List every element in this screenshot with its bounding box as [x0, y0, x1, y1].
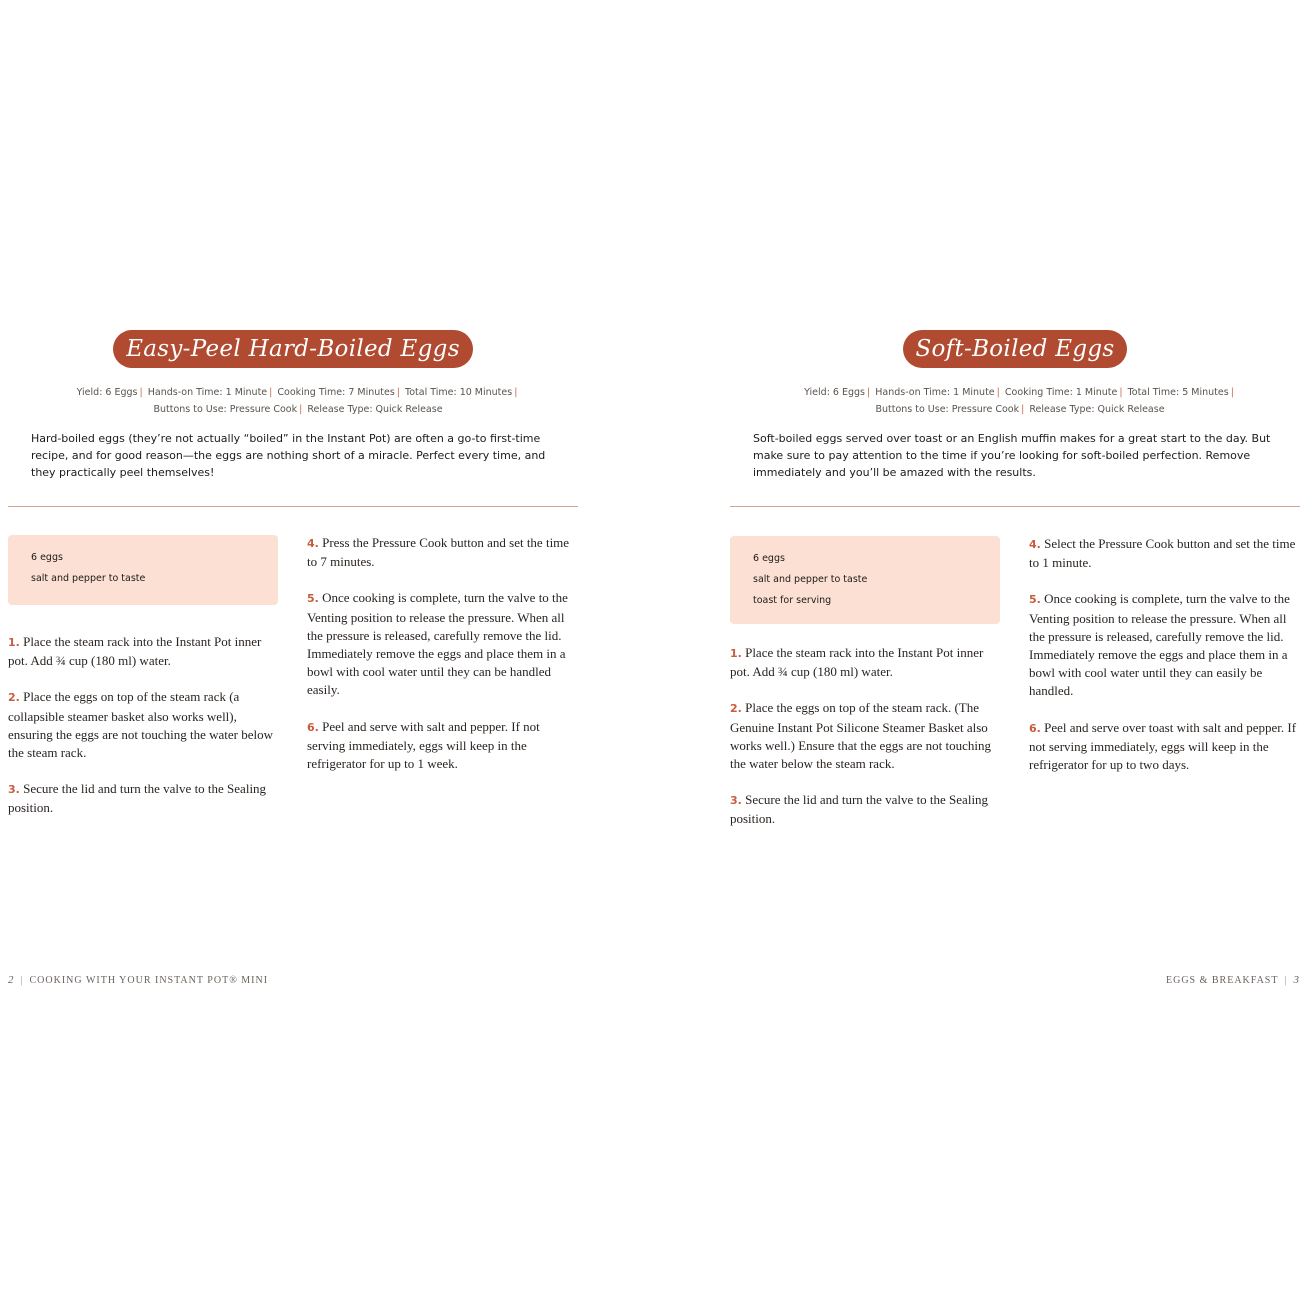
step-text: Peel and serve with salt and pepper. If not serving immediately, eggs will keep in the refrigerator for up to 1 week. [307, 718, 540, 772]
footer-separator: | [20, 975, 24, 986]
step-item [8, 633, 273, 670]
recipe-meta [730, 384, 1310, 418]
meta-release-type: Release Type: Quick Release [307, 404, 443, 415]
step-number: 4. [307, 537, 319, 550]
meta-separator: | [1230, 387, 1234, 398]
steps-column-1 [730, 644, 995, 847]
step-number: 1. [8, 636, 20, 649]
ingredient-item: salt and pepper to taste [753, 574, 868, 585]
step-text: Select the Pressure Cook button and set the time to 1 minute. [1029, 536, 1296, 571]
step-number: 2. [8, 691, 20, 705]
running-header: EGGS & BREAKFAST [1165, 975, 1279, 986]
meta-cooking-time: Cooking Time: 1 Minute [1004, 387, 1118, 398]
meta-buttons: Buttons to Use: Pressure Cook [153, 404, 298, 415]
ingredient-item: 6 eggs [753, 553, 785, 564]
recipe-meta [8, 384, 588, 418]
recipe-intro: Soft-boiled eggs served over toast or an English muffin makes for a great start to the day. But make sure to pay attention to the time if you’re looking for soft-boiled perfection. Remove immediately and you’ll be amazed with the results. [753, 432, 1271, 479]
step-number: 3. [8, 783, 20, 797]
step-item [1029, 535, 1301, 572]
meta-total-time: Total Time: 10 Minutes [405, 387, 513, 398]
step-number: 5. [1029, 593, 1041, 607]
meta-release-type: Release Type: Quick Release [1029, 404, 1165, 415]
meta-separator: | [1021, 404, 1025, 415]
meta-hands-on-time: Hands-on Time: 1 Minute [147, 387, 268, 398]
meta-separator: | [514, 387, 518, 398]
steps-column-1 [8, 633, 273, 836]
step-text: Peel and serve over toast with salt and pepper. If not serving immediately, eggs will keep in the refrigerator for up to two days. [1029, 719, 1297, 773]
footer-separator: | [1284, 975, 1288, 986]
step-item [8, 688, 273, 762]
step-number: 5. [307, 592, 319, 606]
step-text: Place the eggs on top of the steam rack (a collapsible steamer basket also works well), ensuring the eggs are not touching the water below the steam rack. [8, 689, 273, 761]
meta-hands-on-time: Hands-on Time: 1 Minute [875, 387, 995, 398]
meta-separator: | [396, 387, 400, 398]
step-item [307, 534, 577, 571]
meta-yield: Yield: 6 Eggs [76, 387, 138, 398]
step-item [730, 791, 995, 828]
step-item [730, 699, 995, 773]
meta-yield: Yield: 6 Eggs [804, 387, 865, 398]
recipe-title: Easy-Peel Hard-Boiled Eggs [113, 330, 473, 368]
ingredient-item: 6 eggs [31, 552, 63, 563]
meta-separator: | [996, 387, 1000, 398]
step-item [307, 589, 577, 699]
meta-total-time: Total Time: 5 Minutes [1127, 387, 1229, 398]
step-text: Press the Pressure Cook button and set the time to 7 minutes. [307, 535, 570, 570]
step-item [730, 644, 995, 681]
steps-column-2 [1029, 535, 1301, 792]
recipe-title: Soft-Boiled Eggs [903, 330, 1127, 368]
step-text: Place the eggs on top of the steam rack. (The Genuine Instant Pot Silicone Steamer Basket also works well.) Ensure that the eggs are not touching the water below the steam rack. [730, 700, 992, 772]
step-text: Place the steam rack into the Instant Pot inner pot. Add ¾ cup (180 ml) water. [8, 634, 262, 669]
page-number: 2 [8, 974, 15, 986]
step-item [8, 780, 273, 817]
step-text: Secure the lid and turn the valve to the Sealing position. [730, 792, 989, 827]
divider [730, 506, 1300, 507]
meta-buttons: Buttons to Use: Pressure Cook [875, 404, 1020, 415]
step-text: Once cooking is complete, turn the valve to the Venting position to release the pressure. When all the pressure is released, carefully remove the lid. Immediately remove the eggs and place them in a bowl with cool water until they can be handled easily. [307, 590, 568, 698]
meta-separator: | [139, 387, 143, 398]
step-number: 6. [1029, 721, 1041, 735]
divider [8, 506, 578, 507]
step-text: Once cooking is complete, turn the valve to the Venting position to release the pressure. When all the pressure is released, carefully remove the lid. Immediately remove the eggs and place them in a bowl with cool water until they can easily be handled. [1029, 591, 1290, 699]
step-text: Secure the lid and turn the valve to the Sealing position. [8, 781, 267, 816]
left-page [8, 0, 588, 1314]
step-item [307, 718, 577, 774]
meta-cooking-time: Cooking Time: 7 Minutes [277, 387, 395, 398]
step-text: Place the steam rack into the Instant Pot inner pot. Add ¾ cup (180 ml) water. [730, 645, 984, 680]
meta-separator: | [867, 387, 871, 398]
recipe-intro: Hard-boiled eggs (they’re not actually “boiled” in the Instant Pot) are often a go-to first-time recipe, and for good reason—the eggs are nothing short of a miracle. Perfect every time, and they practically peel themselves! [31, 432, 546, 479]
step-number: 4. [1029, 538, 1041, 551]
meta-separator: | [299, 404, 303, 415]
step-item [1029, 590, 1301, 700]
step-item [1029, 719, 1301, 775]
ingredient-item: toast for serving [753, 595, 832, 606]
steps-column-2 [307, 534, 577, 791]
ingredient-item: salt and pepper to taste [31, 573, 146, 584]
step-number: 1. [730, 647, 742, 660]
meta-separator: | [269, 387, 273, 398]
right-page [730, 0, 1310, 1314]
ingredients-box [8, 535, 278, 605]
running-header: COOKING WITH YOUR INSTANT POT® MINI [29, 975, 269, 986]
step-number: 2. [730, 702, 742, 716]
step-number: 3. [730, 794, 742, 808]
page-footer [8, 974, 268, 986]
meta-separator: | [1119, 387, 1123, 398]
page-footer [1166, 974, 1300, 986]
page-number: 3 [1293, 974, 1300, 986]
step-number: 6. [307, 720, 319, 734]
ingredients-box [730, 536, 1000, 624]
